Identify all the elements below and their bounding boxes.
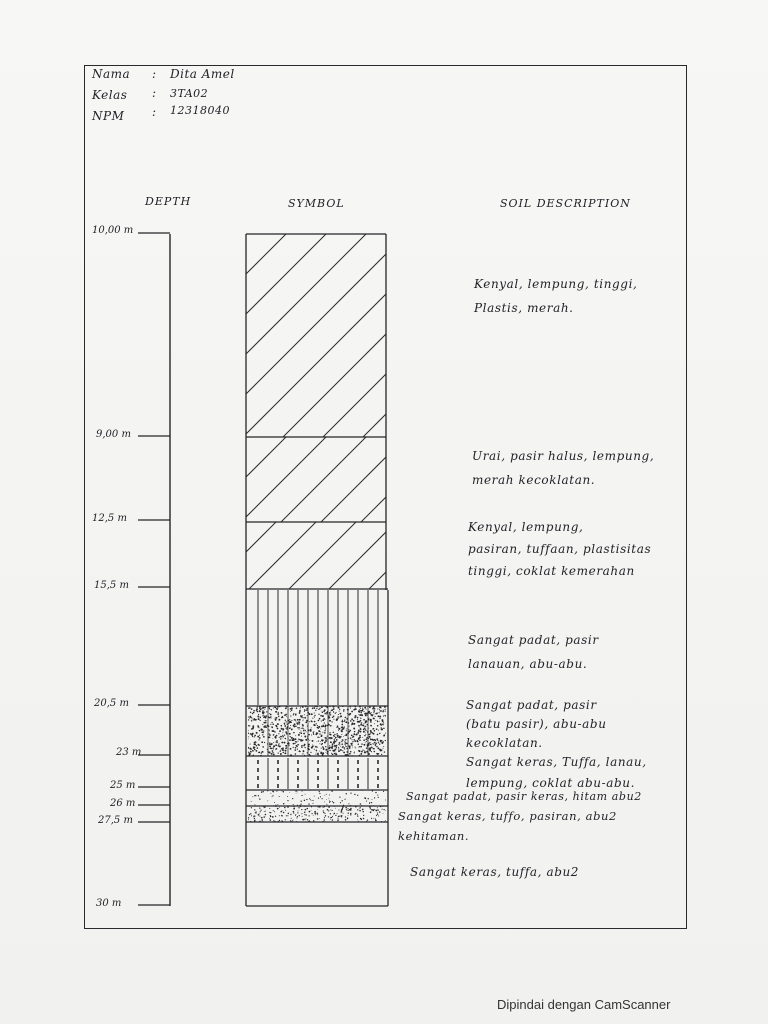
soil-description-layer-2 (472, 444, 654, 492)
description-line: Sangat padat, pasir (468, 633, 599, 647)
description-column-header: SOIL DESCRIPTION (500, 197, 631, 210)
depth-label: 26 m (110, 798, 136, 809)
soil-description-layer-3 (468, 516, 651, 582)
description-line: tinggi, coklat kemerahan (468, 564, 635, 578)
scanner-watermark: Dipindai dengan CamScanner (497, 997, 671, 1012)
depth-label: 20,5 m (94, 698, 129, 709)
description-line: lanauan, abu-abu. (468, 657, 588, 671)
npm-colon: : (152, 105, 157, 119)
depth-label: 10,00 m (92, 225, 134, 236)
description-line: Sangat keras, tuffa, abu2 (410, 865, 580, 879)
description-line: kecoklatan. (466, 736, 543, 750)
depth-label: 15,5 m (94, 580, 129, 591)
symbol-column-header: SYMBOL (288, 197, 345, 210)
class-colon: : (152, 86, 157, 100)
layer-4-vertical-lines (258, 590, 378, 705)
soil-description-layer-7 (406, 787, 642, 807)
soil-description-layer-4 (468, 628, 599, 676)
description-line: Kenyal, lempung, tinggi, (474, 277, 638, 291)
layer-8-medium-dots (248, 805, 387, 823)
description-line: lempung, coklat abu-abu. (466, 776, 636, 790)
soil-description-layer-5 (466, 696, 607, 753)
npm-label: NPM (92, 109, 125, 123)
class-label: Kelas (92, 88, 128, 102)
npm-value: 12318040 (170, 104, 230, 117)
layer-3-hatch (246, 522, 436, 712)
description-line: Sangat keras, Tuffa, lanau, (466, 755, 647, 769)
layer-2-hatch (246, 437, 486, 677)
depth-label: 30 m (96, 898, 122, 909)
name-value: Dita Amel (170, 67, 235, 81)
description-line: Plastis, merah. (474, 301, 574, 315)
description-line: Sangat keras, tuffo, pasiran, abu2 (398, 809, 617, 823)
description-line: Sangat padat, pasir keras, hitam abu2 (406, 790, 642, 803)
depth-label: 25 m (110, 780, 136, 791)
soil-description-layer-9 (410, 860, 579, 884)
class-value: 3TA02 (170, 87, 209, 100)
depth-label: 23 m (116, 747, 142, 758)
depth-label: 12,5 m (92, 513, 127, 524)
description-line: pasiran, tuffaan, plastisitas (468, 542, 652, 556)
depth-label: 9,00 m (96, 429, 131, 440)
depth-column-header: DEPTH (145, 195, 192, 208)
description-line: merah kecoklatan. (472, 473, 596, 487)
name-colon: : (152, 67, 157, 81)
layer-7-sparse-dots (251, 789, 387, 806)
name-label: Nama (92, 67, 131, 81)
description-line: Sangat padat, pasir (466, 698, 597, 712)
soil-description-layer-8 (398, 806, 617, 846)
description-line: kehitaman. (398, 829, 470, 843)
depth-ticks (138, 233, 170, 905)
description-line: Urai, pasir halus, lempung, (472, 449, 655, 463)
description-line: Kenyal, lempung, (468, 520, 584, 534)
description-line: (batu pasir), abu-abu (466, 717, 607, 731)
layer-6-dashes (258, 760, 378, 788)
soil-description-layer-1 (474, 272, 637, 320)
depth-label: 27,5 m (98, 815, 133, 826)
